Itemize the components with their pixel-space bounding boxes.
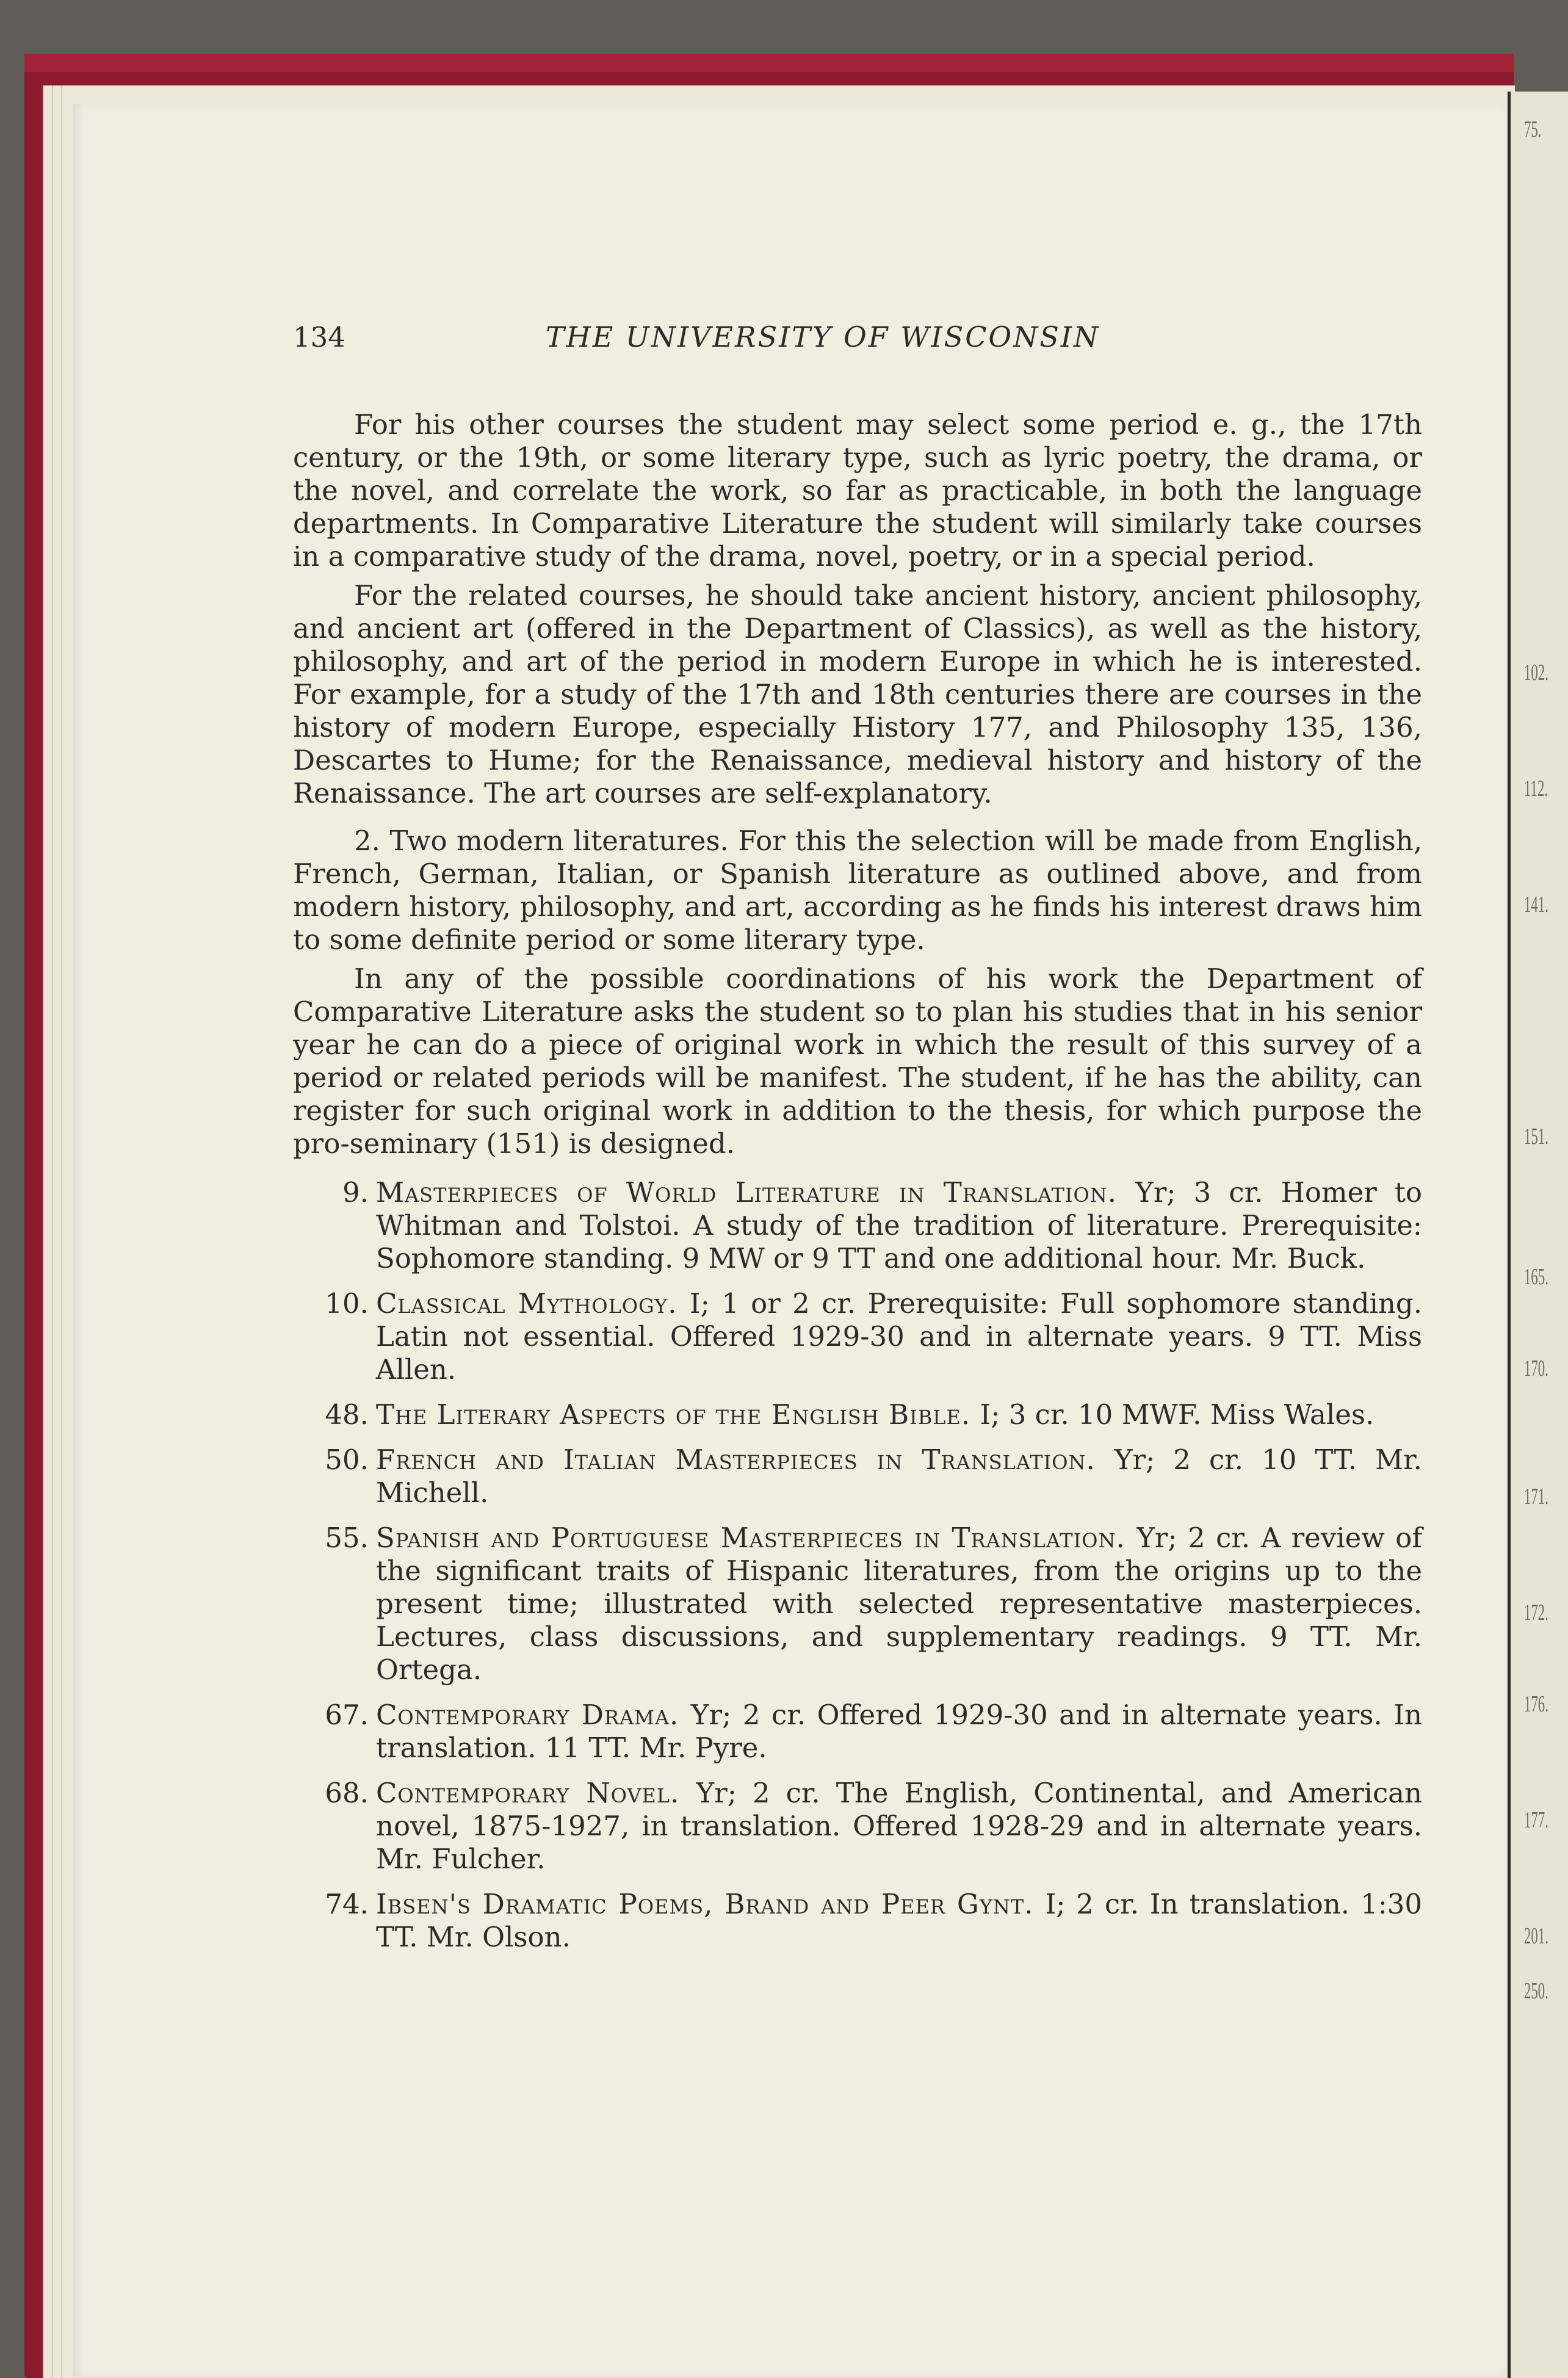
course-title: Classical Mythology.	[376, 1287, 690, 1320]
next-page-edge	[1508, 92, 1568, 2378]
edge-number: 112.	[1524, 776, 1548, 801]
edge-number: 170.	[1524, 1356, 1548, 1381]
course-title: Masterpieces of World Literature in Translation.	[376, 1176, 1136, 1209]
edge-number: 171.	[1524, 1484, 1548, 1509]
course-entry	[293, 1777, 1422, 1876]
course-details: I; 2 cr. In translation. 1:30 TT. Mr. Olson.	[376, 1888, 1423, 1953]
course-title: Contemporary Drama.	[376, 1699, 691, 1731]
course-entry	[293, 1888, 1422, 1954]
course-number: 10.	[325, 1287, 369, 1320]
page-header	[293, 320, 1422, 363]
course-details: Yr; 3 cr. Homer to Whitman and Tolstoi. A study of the tradition of literature. Prerequisite: Sophomore standing. 9 MW or 9 TT and one additional hour. Mr. Buck.	[376, 1176, 1423, 1274]
course-title: Contemporary Novel.	[376, 1777, 696, 1809]
running-title: THE UNIVERSITY OF WISCONSIN	[546, 320, 1100, 353]
course-list	[293, 1176, 1422, 1954]
course-number: 55.	[325, 1522, 369, 1554]
edge-number: 177.	[1524, 1807, 1548, 1833]
course-number: 50.	[325, 1444, 369, 1476]
course-details: Yr; 2 cr. Offered 1929-30 and in alternate years. In translation. 11 TT. Mr. Pyre.	[376, 1699, 1422, 1764]
course-entry	[293, 1444, 1422, 1509]
edge-number: 165.	[1524, 1264, 1548, 1290]
paragraph: 2. Two modern literatures. For this the selection will be made from English, French, German, Italian, or Spanish literature as outlined above, and from modern history, philosophy, and art, according as he finds his interest draws him to some definite period or some literary type.	[293, 825, 1422, 956]
paragraph: In any of the possible coordinations of his work the Department of Comparative Literature asks the student so to plan his studies that in his senior year he can do a piece of original work in which the result of this survey of a period or related periods will be manifest. The student, if he has the ability, can register for such original work in addition to the thesis, for which purpose the pro-seminary (151) is designed.	[293, 963, 1422, 1160]
edge-number: 141.	[1524, 892, 1548, 917]
edge-number: 201.	[1524, 1923, 1548, 1949]
course-number: 67.	[325, 1699, 369, 1731]
page-number: 134	[293, 321, 345, 353]
paragraph: For his other courses the student may select some period e. g., the 17th century, or the 19th, or some literary type, such as lyric poetry, the drama, or the novel, and correlate the work, so far as practicable, in both the language departments. In Comparative Literature the student will similarly take courses in a comparative study of the drama, novel, poetry, or in a special period.	[293, 408, 1422, 573]
course-entry	[293, 1522, 1422, 1686]
course-details: Yr; 2 cr. The English, Continental, and American novel, 1875-1927, in translation. Offered 1928-29 and in alternate years. Mr. Fulcher.	[376, 1777, 1422, 1875]
paragraph: For the related courses, he should take ancient history, ancient philosophy, and ancient art (offered in the Department of Classics), as well as the history, philosophy, and art of the period in modern Europe in which he is interested. For example, for a study of the 17th and 18th centuries there are courses in the history of modern Europe, especially History 177, and Philosophy 135, 136, Descartes to Hume; for the Renaissance, medieval history and history of the Renaissance. The art courses are self-explanatory.	[293, 579, 1422, 809]
course-number: 68.	[325, 1777, 369, 1809]
course-entry	[293, 1699, 1422, 1765]
edge-number: 172.	[1524, 1600, 1548, 1625]
course-number: 48.	[325, 1398, 369, 1431]
edge-number: 102.	[1524, 660, 1548, 685]
page-content	[293, 320, 1422, 1966]
course-entry	[293, 1176, 1422, 1275]
edge-number: 176.	[1524, 1691, 1548, 1717]
course-title: Ibsen's Dramatic Poems, Brand and Peer Gynt.	[376, 1888, 1046, 1920]
course-number: 9.	[342, 1176, 369, 1209]
course-title: The Literary Aspects of the English Bible.	[376, 1398, 980, 1431]
course-details: I; 1 or 2 cr. Prerequisite: Full sophomore standing. Latin not essential. Offered 1929-30 and in alternate years. 9 TT. Miss Allen.	[376, 1287, 1423, 1386]
edge-number: 250.	[1524, 1978, 1548, 2004]
course-title: French and Italian Masterpieces in Translation.	[376, 1444, 1115, 1476]
course-title: Spanish and Portuguese Masterpieces in Translation.	[376, 1522, 1137, 1554]
course-entry	[293, 1398, 1422, 1431]
course-number: 74.	[325, 1888, 369, 1920]
course-details: I; 3 cr. 10 MWF. Miss Wales.	[980, 1398, 1375, 1431]
edge-number: 75.	[1524, 117, 1542, 142]
course-details: Yr; 2 cr. 10 TT. Mr. Michell.	[376, 1444, 1422, 1509]
course-entry	[293, 1287, 1422, 1386]
book-cover-top-edge	[24, 54, 1514, 72]
course-details: Yr; 2 cr. A review of the significant traits of Hispanic literatures, from the origins up to the present time; illustrated with selected representative masterpieces. Lectures, class discussions, and supplementary readings. 9 TT. Mr. Ortega.	[376, 1522, 1422, 1686]
edge-number: 151.	[1524, 1124, 1548, 1149]
